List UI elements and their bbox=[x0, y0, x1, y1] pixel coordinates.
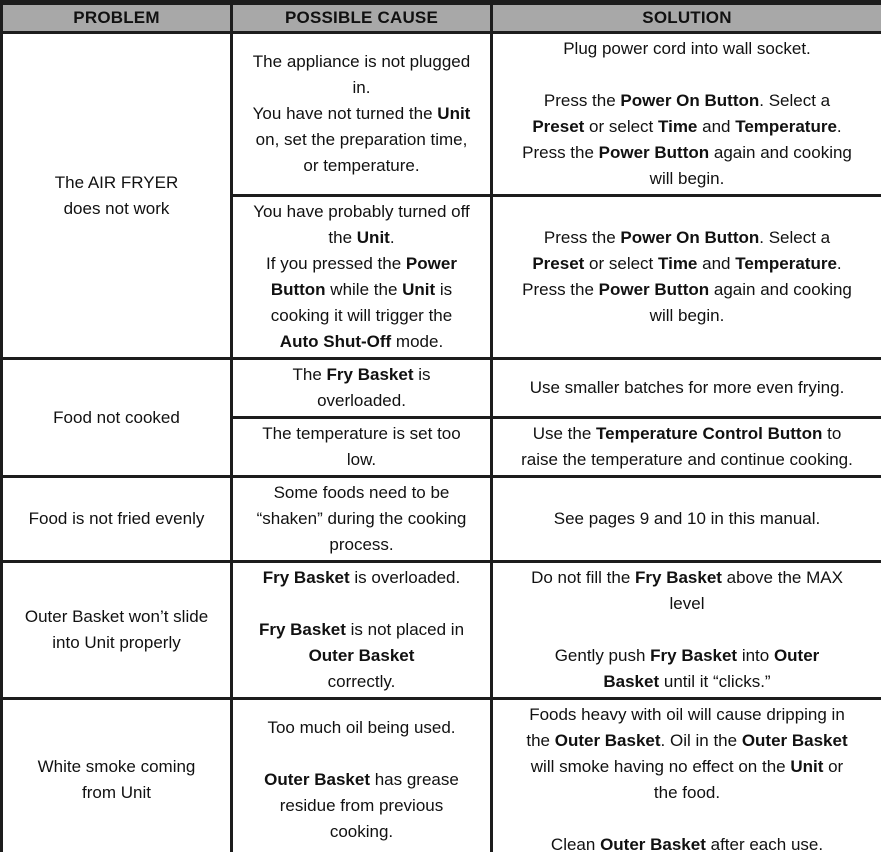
cause-cell: You have probably turned off the Unit. If you pressed the Power Button while the Unit is cooking it will trigger the Auto Shut-Off mode. bbox=[232, 196, 492, 359]
cause-cell: Too much oil being used. Outer Basket has grease residue from previous cooking. bbox=[232, 699, 492, 852]
table-header-row bbox=[2, 3, 881, 33]
problem-cell: Food not cooked bbox=[2, 359, 232, 477]
table-row bbox=[2, 562, 881, 699]
cause-cell: The Fry Basket is overloaded. bbox=[232, 359, 492, 418]
solution-cell: See pages 9 and 10 in this manual. bbox=[492, 477, 881, 562]
cause-cell: Fry Basket is overloaded. Fry Basket is not placed in Outer Basket correctly. bbox=[232, 562, 492, 699]
column-header-cause: POSSIBLE CAUSE bbox=[232, 3, 492, 33]
solution-cell: Press the Power On Button. Select a Preset or select Time and Temperature. Press the Power Button again and cooking will begin. bbox=[492, 196, 881, 359]
solution-cell: Foods heavy with oil will cause dripping in the Outer Basket. Oil in the Outer Basket will smoke having no effect on the Unit or the food. Clean Outer Basket after each use. bbox=[492, 699, 881, 852]
problem-cell: White smoke coming from Unit bbox=[2, 699, 232, 852]
cause-cell: The temperature is set too low. bbox=[232, 418, 492, 477]
table-row bbox=[2, 477, 881, 562]
problem-cell: The AIR FRYER does not work bbox=[2, 33, 232, 359]
column-header-solution: SOLUTION bbox=[492, 3, 881, 33]
table-row bbox=[2, 359, 881, 418]
cause-cell: The appliance is not plugged in. You have not turned the Unit on, set the preparation time, or temperature. bbox=[232, 33, 492, 196]
solution-cell: Plug power cord into wall socket. Press the Power On Button. Select a Preset or select Time and Temperature. Press the Power Button again and cooking will begin. bbox=[492, 33, 881, 196]
solution-cell: Use the Temperature Control Button to raise the temperature and continue cooking. bbox=[492, 418, 881, 477]
problem-cell: Outer Basket won’t slide into Unit properly bbox=[2, 562, 232, 699]
table-row bbox=[2, 699, 881, 852]
table-row bbox=[2, 33, 881, 196]
column-header-problem: PROBLEM bbox=[2, 3, 232, 33]
solution-cell: Do not fill the Fry Basket above the MAX level Gently push Fry Basket into Outer Basket until it “clicks.” bbox=[492, 562, 881, 699]
solution-cell: Use smaller batches for more even frying. bbox=[492, 359, 881, 418]
table-body bbox=[2, 33, 881, 852]
cause-cell: Some foods need to be “shaken” during the cooking process. bbox=[232, 477, 492, 562]
problem-cell: Food is not fried evenly bbox=[2, 477, 232, 562]
